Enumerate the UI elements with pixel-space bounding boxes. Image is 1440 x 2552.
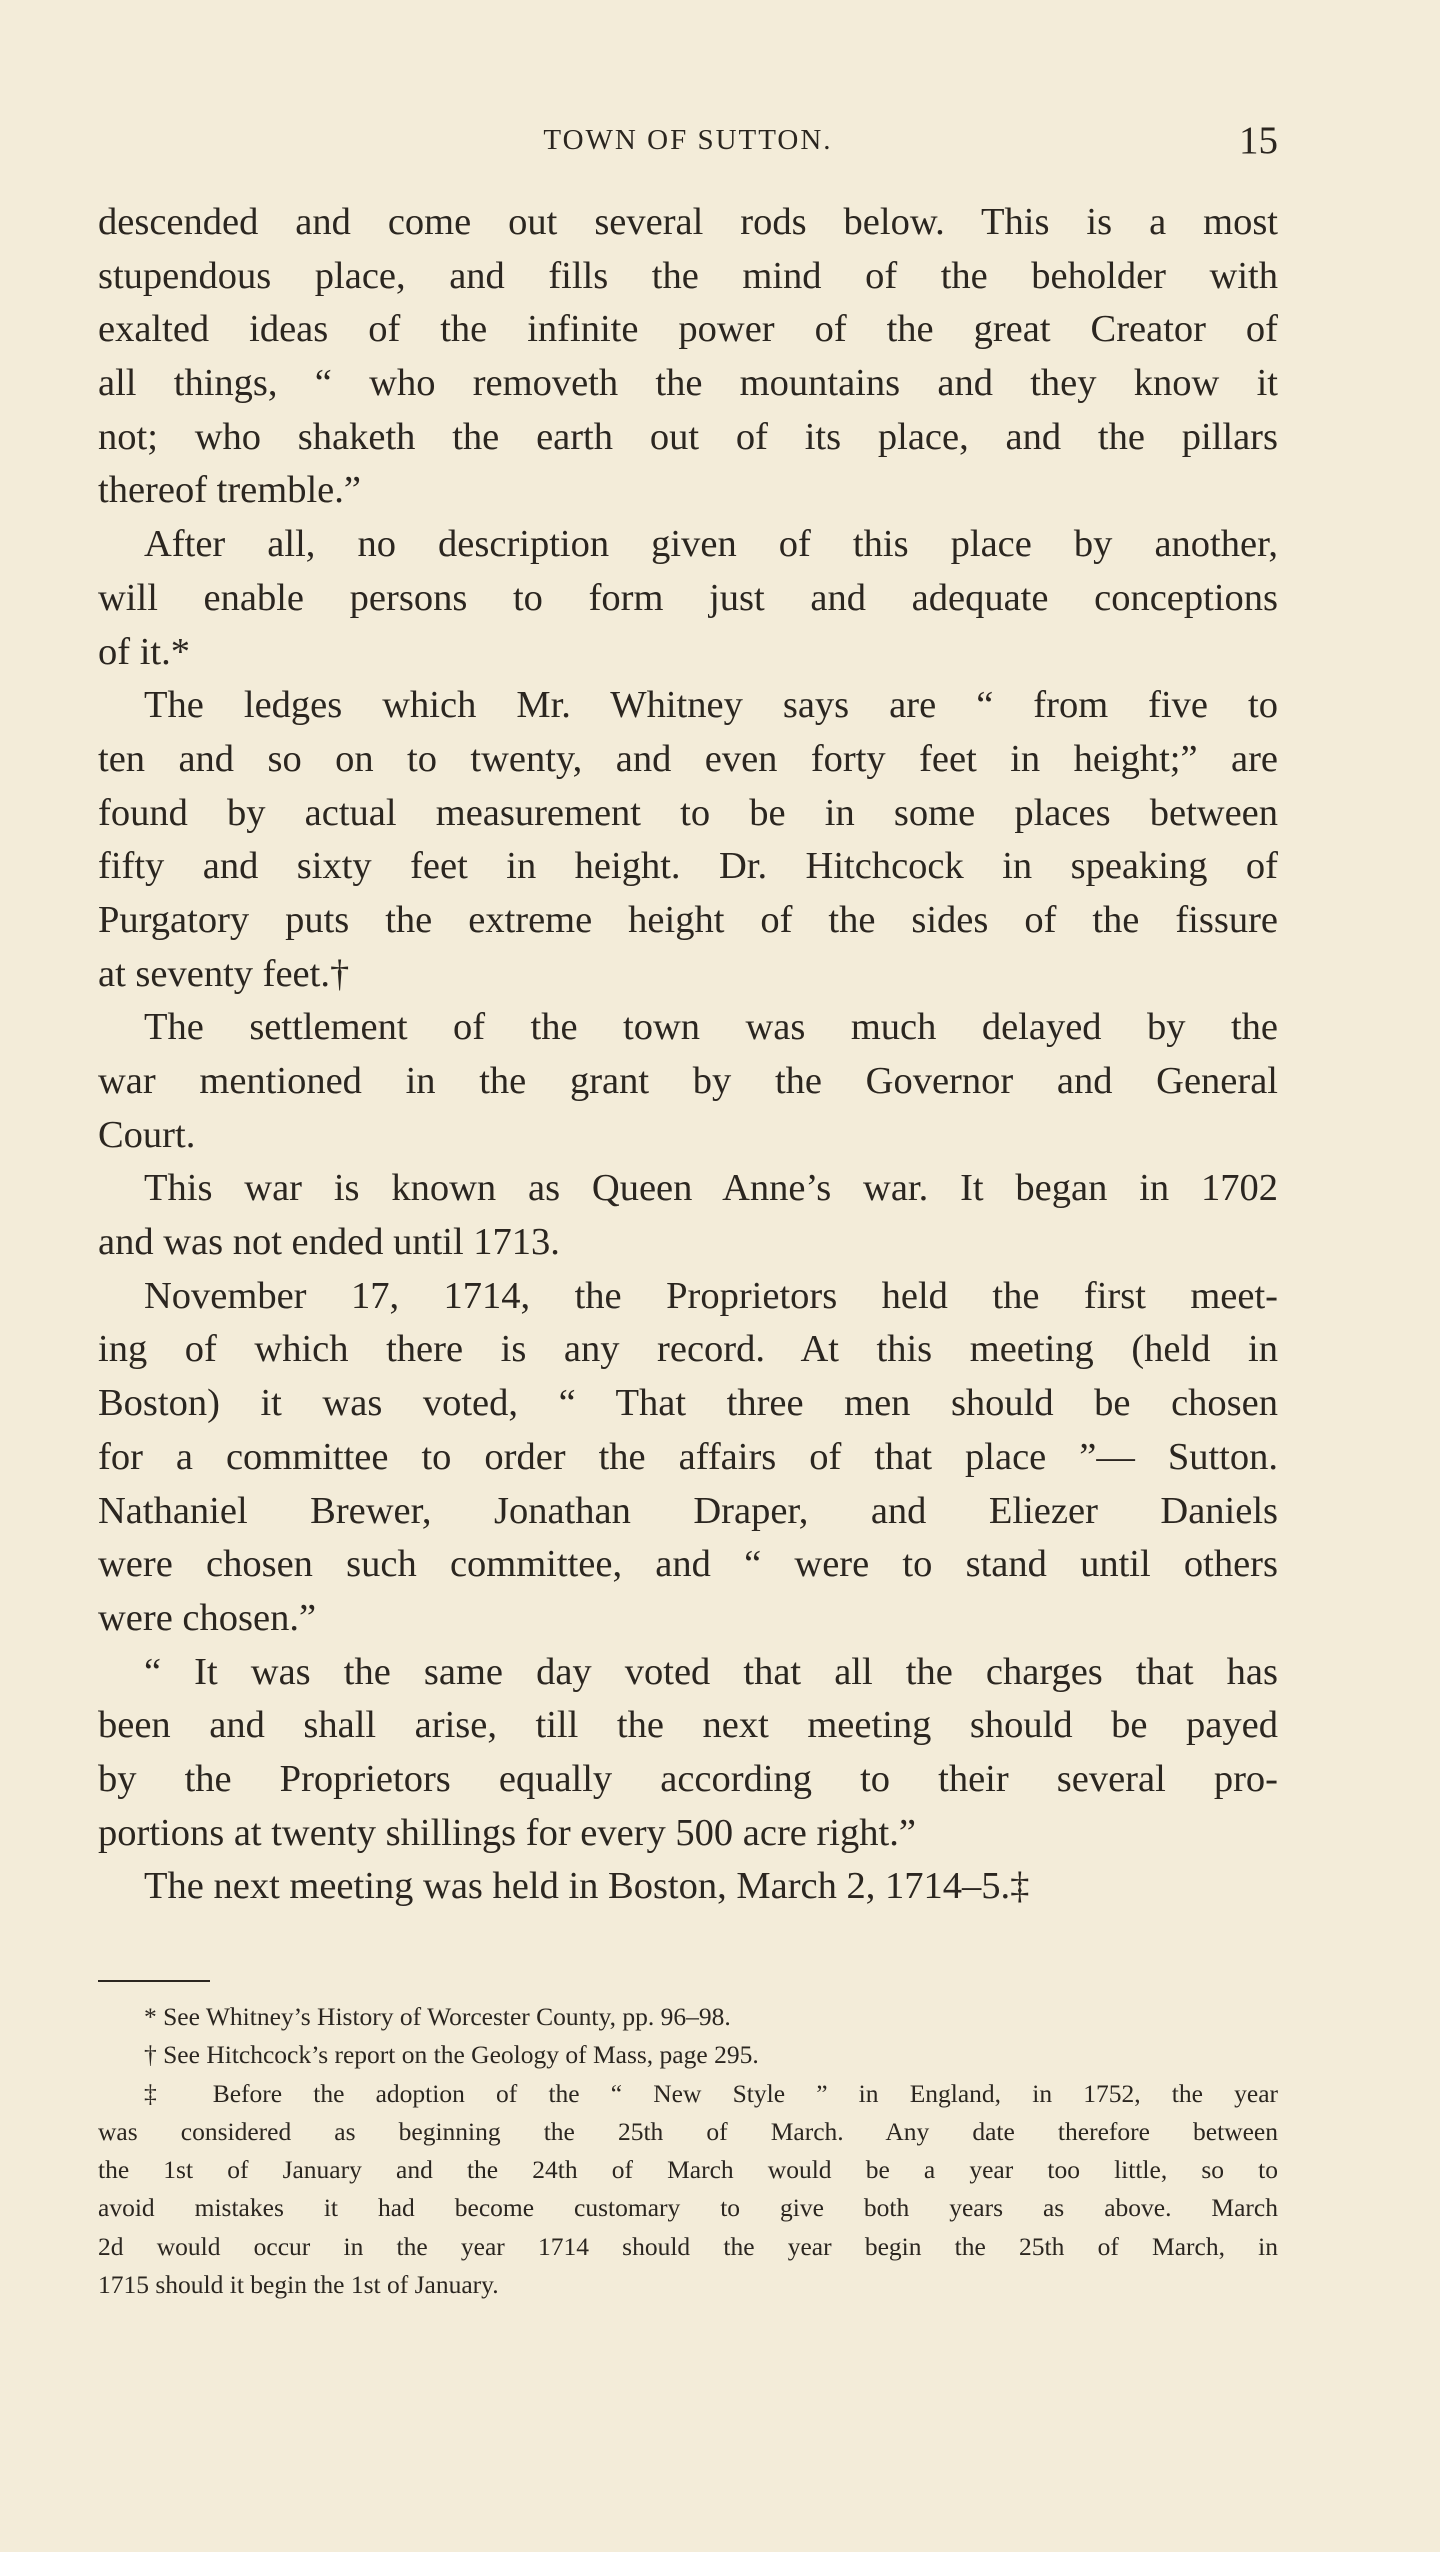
text-line: were chosen.” <box>98 1596 317 1639</box>
running-head <box>98 118 1278 168</box>
running-title: TOWN OF SUTTON. <box>543 124 833 156</box>
text-line: Nathaniel Brewer, Jonathan Draper, and Eliezer Daniels <box>98 1489 1278 1532</box>
text-line: descended and come out several rods below. This is a most <box>98 201 1278 243</box>
footnote-line: was considered as beginning the 25th of March. Any date therefore between <box>98 2116 1278 2146</box>
text-line: November 17, 1714, the Proprietors held the first meet- <box>144 1274 1278 1317</box>
text-line: been and shall arise, till the next meeting should be payed <box>98 1704 1278 1747</box>
text-line: The settlement of the town was much delayed by the <box>144 1006 1278 1049</box>
text-line: After all, no description given of this place by another, <box>144 523 1278 566</box>
text-line: Court. <box>98 1113 196 1156</box>
text-line: This war is known as Queen Anne’s war. It began in 1702 <box>144 1167 1278 1210</box>
body-text <box>98 196 1278 1914</box>
text-line: will enable persons to form just and adequate conceptions <box>98 576 1278 619</box>
text-line: by the Proprietors equally according to their several pro- <box>98 1757 1278 1800</box>
text-line: war mentioned in the grant by the Governor and General <box>98 1060 1278 1102</box>
text-line: for a committee to order the affairs of that place ”— Sutton. <box>98 1435 1278 1478</box>
text-line: at seventy feet.† <box>98 952 350 995</box>
footnote-line: the 1st of January and the 24th of March would be a year too little, so to <box>98 2155 1278 2185</box>
footnote-rule <box>98 1980 210 1982</box>
footnote-line: * See Whitney’s History of Worcester County, pp. 96–98. <box>144 2002 731 2031</box>
text-line: ing of which there is any record. At this meeting (held in <box>98 1328 1278 1371</box>
text-line: stupendous place, and fills the mind of the beholder with <box>98 254 1278 297</box>
footnote-line: 2d would occur in the year 1714 should the year begin the 25th of March, in <box>98 2231 1278 2261</box>
text-line: not; who shaketh the earth out of its place, and the pillars <box>98 415 1278 458</box>
text-line: The ledges which Mr. Whitney says are “ from five to <box>144 684 1278 727</box>
text-line: and was not ended until 1713. <box>98 1221 560 1264</box>
text-line: The next meeting was held in Boston, March 2, 1714–5.‡ <box>144 1865 1030 1908</box>
footnote-line: 1715 should it begin the 1st of January. <box>98 2270 499 2300</box>
text-line: Boston) it was voted, “ That three men should be chosen <box>98 1382 1278 1425</box>
text-line: portions at twenty shillings for every 500 acre right.” <box>98 1811 916 1854</box>
text-line: all things, “ who removeth the mountains and they know it <box>98 362 1278 405</box>
footnote-line: avoid mistakes it had become customary to give both years as above. March <box>98 2193 1278 2223</box>
footnotes <box>98 1998 1278 2304</box>
text-line: Purgatory puts the extreme height of the sides of the fissure <box>98 898 1278 941</box>
text-line: found by actual measurement to be in some places between <box>98 791 1278 834</box>
text-line: thereof tremble.” <box>98 469 361 512</box>
text-line: were chosen such committee, and “ were to stand until others <box>98 1543 1278 1586</box>
page-number: 15 <box>1239 119 1278 162</box>
text-line: exalted ideas of the infinite power of the great Creator of <box>98 308 1278 351</box>
text-line: of it.* <box>98 630 190 673</box>
text-line: fifty and sixty feet in height. Dr. Hitchcock in speaking of <box>98 845 1278 888</box>
footnote-line: ‡ Before the adoption of the “ New Style ” in England, in 1752, the year <box>144 2078 1278 2108</box>
footnote-line: † See Hitchcock’s report on the Geology of Mass, page 295. <box>144 2040 759 2070</box>
text-line: ten and so on to twenty, and even forty feet in height;” are <box>98 737 1278 780</box>
text-line: “ It was the same day voted that all the charges that has <box>144 1650 1278 1693</box>
